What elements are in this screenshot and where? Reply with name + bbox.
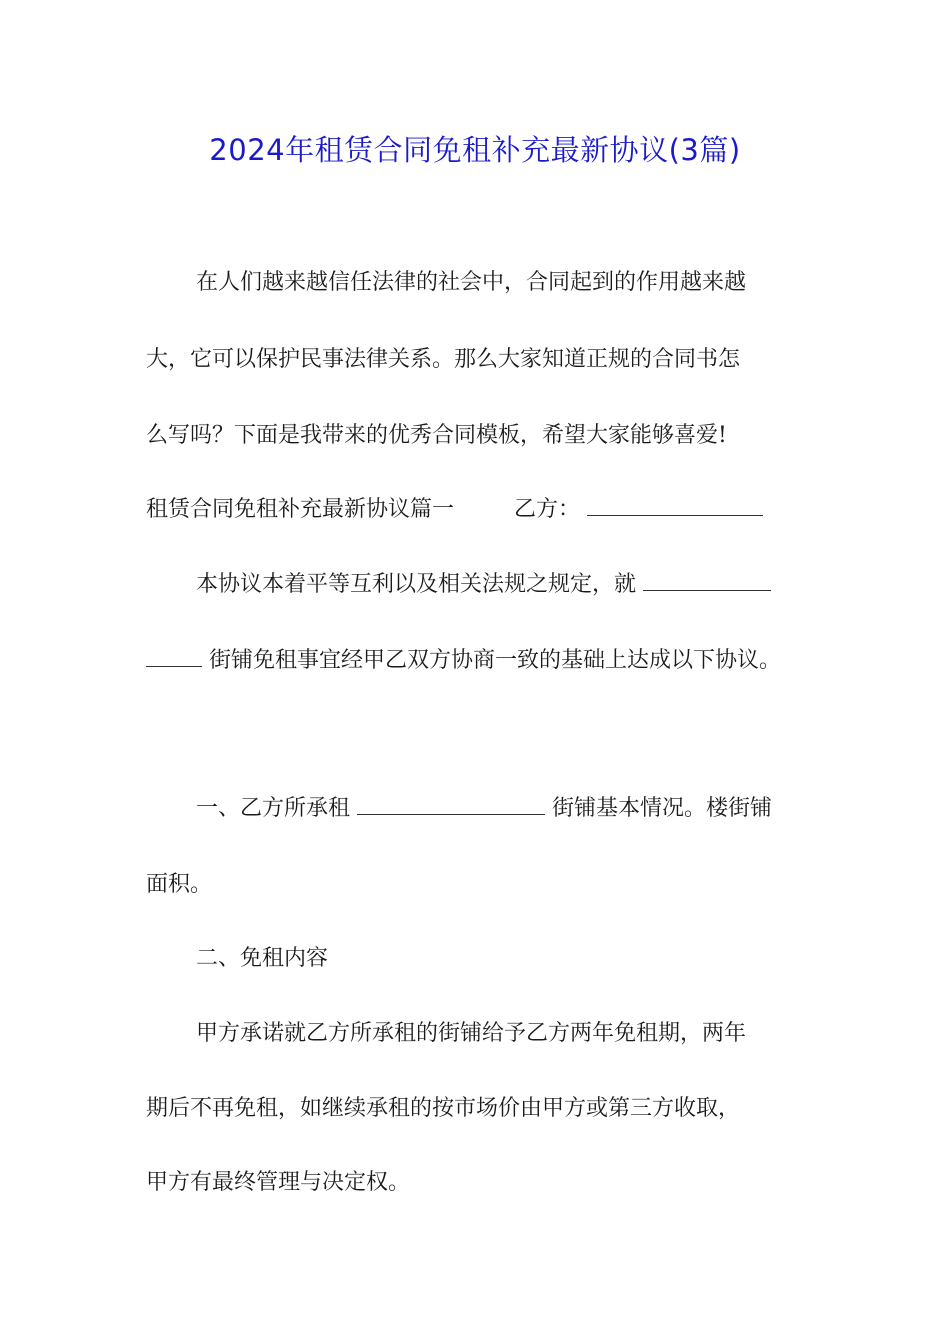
agreement-text-2: 街铺免租事宜经甲乙双方协商一致的基础上达成以下协议。: [209, 648, 782, 673]
item2-body-line-1: 甲方承诺就乙方所承租的街铺给予乙方两年免租期，两年: [196, 1021, 747, 1046]
intro-line-3: 么写吗？下面是我带来的优秀合同模板，希望大家能够喜爱!: [146, 423, 727, 448]
party-b-label: 乙方：: [514, 497, 581, 522]
item1-blank: [357, 794, 545, 815]
agreement-line-1: [196, 570, 771, 600]
item1-suffix: 街铺基本情况。楼街铺: [552, 796, 773, 821]
document-title: 2024年租赁合同免租补充最新协议(3篇): [209, 133, 741, 167]
party-b-blank: [587, 495, 763, 516]
item1-prefix: 一、乙方所承租: [196, 796, 351, 821]
intro-line-2: 大，它可以保护民事法律关系。那么大家知道正规的合同书怎: [146, 347, 741, 372]
agreement-line-2: [146, 646, 781, 676]
agreement-text-1: 本协议本着平等互利以及相关法规之规定，就: [196, 572, 637, 597]
intro-line-1: 在人们越来越信任法律的社会中，合同起到的作用越来越: [196, 270, 747, 295]
location-blank-continued: [146, 646, 202, 667]
item2-heading: 二、免租内容: [196, 946, 329, 971]
section-heading-line: [146, 495, 763, 525]
item2-body-line-3: 甲方有最终管理与决定权。: [146, 1170, 411, 1195]
item1-line-1: [196, 794, 772, 824]
section-heading: 租赁合同免租补充最新协议篇一: [146, 497, 455, 522]
item2-body-line-2: 期后不再免租，如继续承租的按市场价由甲方或第三方收取，: [146, 1096, 741, 1121]
location-blank: [643, 570, 771, 591]
item1-line-2: 面积。: [146, 872, 213, 897]
